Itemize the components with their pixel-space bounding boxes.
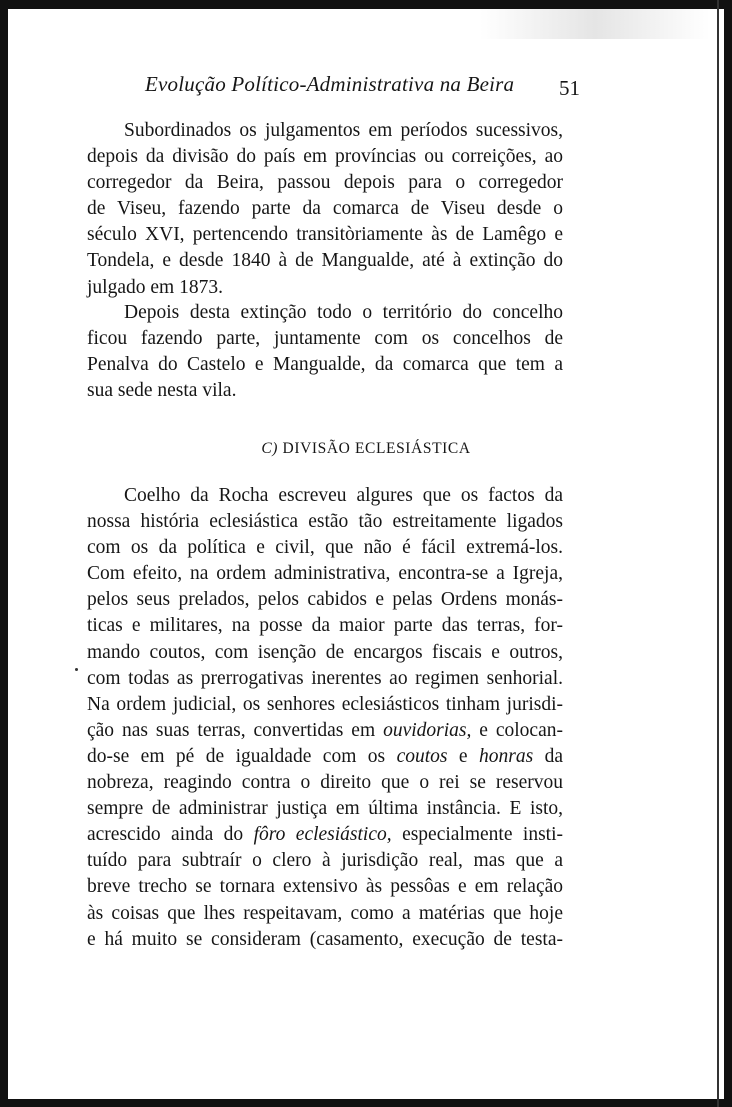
text-line: corregedor da Beira, passou depois para o corregedor	[87, 172, 563, 194]
text-line: sempre de administrar justiça em última instância. E isto,	[87, 798, 563, 820]
section-letter: C)	[261, 440, 279, 457]
scan-border-top	[0, 0, 732, 9]
section-title: DIVISÃO ECLESIÁSTICA	[282, 440, 471, 457]
text-line: Penalva do Castelo e Mangualde, da comarca que tem a	[87, 354, 563, 376]
text-line-mixed	[87, 718, 563, 744]
text-line-mixed	[87, 744, 563, 770]
paragraph-ecclesiastical	[87, 483, 563, 953]
text-segment: especialmente insti-	[402, 824, 563, 846]
italic-term: ouvidorias,	[383, 719, 472, 741]
paragraph-extinction	[87, 300, 563, 404]
scan-smudge	[480, 9, 710, 39]
text-line: e há muito se consideram (casamento, execução de testa-	[87, 928, 563, 950]
stray-mark	[75, 668, 78, 671]
text-line-mixed	[87, 822, 563, 848]
page-header	[145, 72, 580, 104]
text-line: ticas e militares, na posse da maior parte das terras, for-	[87, 615, 563, 637]
text-line: Tondela, e desde 1840 à de Mangualde, até à extinção do	[87, 250, 563, 272]
text-line: Com efeito, na ordem administrativa, encontra-se a Igreja,	[87, 563, 563, 585]
italic-term: fôro eclesiástico,	[253, 824, 392, 846]
text-line: breve trecho se tornara extensivo às pessôas e em relação	[87, 876, 563, 898]
italic-term: honras	[479, 745, 534, 767]
text-line: depois da divisão do país em províncias ou correições, ao	[87, 146, 563, 168]
scan-border-right	[724, 0, 732, 1107]
text-segment: do-se em pé de igualdade com os	[87, 745, 386, 767]
text-line: Depois desta extinção todo o território do concelho	[124, 302, 563, 323]
running-title: Evolução Político-Administrativa na Beira	[145, 72, 515, 96]
text-line: nobreza, reagindo contra o direito que o rei se reservou	[87, 772, 563, 794]
text-segment: e colocan-	[479, 719, 563, 741]
scan-border-bottom	[0, 1099, 732, 1107]
text-line: Subordinados os julgamentos em períodos sucessivos,	[124, 120, 563, 141]
text-segment: acrescido ainda do	[87, 824, 244, 846]
text-line: julgado em 1873.	[87, 276, 223, 298]
text-segment: da	[544, 745, 564, 767]
section-heading	[0, 440, 732, 458]
text-line: de Viseu, fazendo parte da comarca de Viseu desde o	[87, 198, 563, 220]
text-line: com os da política e civil, que não é fácil extremá-los.	[87, 537, 563, 559]
text-line: tuído para subtraír o clero à jurisdição real, mas que a	[87, 850, 563, 872]
text-line: Na ordem judicial, os senhores eclesiásticos tinham jurisdi-	[87, 693, 563, 715]
scan-border-left	[0, 0, 8, 1107]
text-line: com todas as prerrogativas inerentes ao regimen senhorial.	[87, 667, 563, 689]
text-line: ficou fazendo parte, juntamente com os concelhos de	[87, 328, 563, 350]
text-line: Coelho da Rocha escreveu algures que os factos da	[124, 485, 563, 506]
text-line: pelos seus prelados, pelos cabidos e pelas Ordens monás-	[87, 589, 563, 611]
page-number: 51	[559, 76, 580, 100]
scan-border-right-inner	[717, 0, 719, 1107]
text-line: século XVI, pertencendo transitòriamente às de Lamêgo e	[87, 224, 563, 246]
text-line: sua sede nesta vila.	[87, 380, 237, 402]
italic-term: coutos	[396, 745, 448, 767]
text-line: mando coutos, com isenção de encargos fiscais e outros,	[87, 641, 563, 663]
text-line: às coisas que lhes respeitavam, como a matérias que hoje	[87, 902, 563, 924]
paragraph-jurisdiction	[87, 118, 563, 301]
text-segment: ção nas suas terras, convertidas em	[87, 719, 376, 741]
text-line: nossa história eclesiástica estão tão estreitamente ligados	[87, 511, 563, 533]
text-segment: e	[458, 745, 468, 767]
